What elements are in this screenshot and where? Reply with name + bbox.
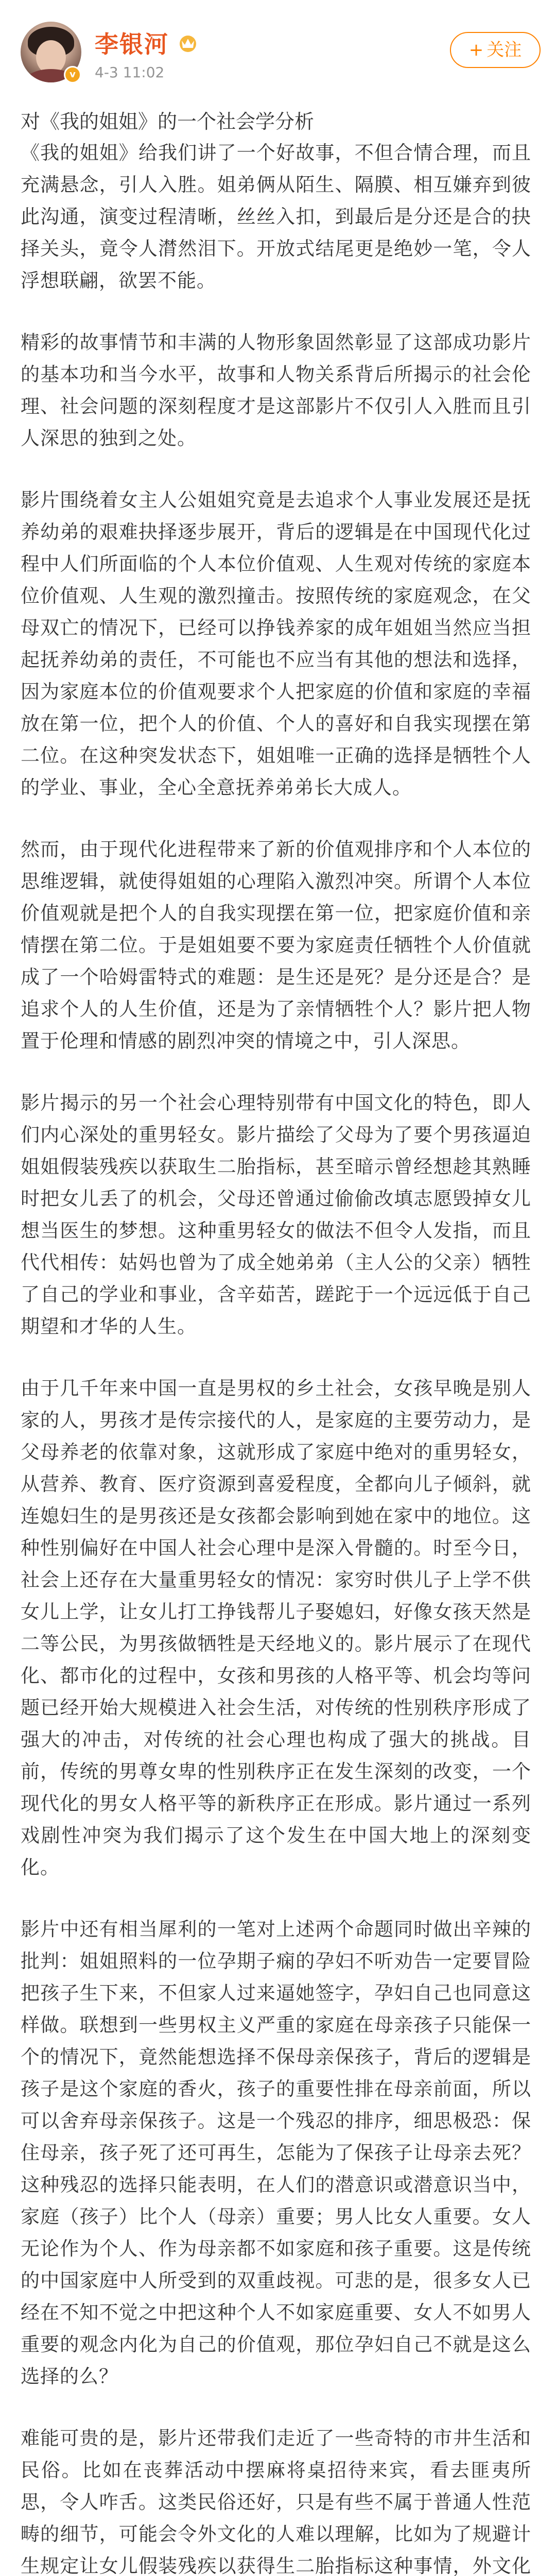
username[interactable]: 李银河 — [95, 30, 169, 58]
vip-crown-icon — [176, 32, 200, 53]
post-paragraph: 影片中还有相当犀利的一笔对上述两个命题同时做出辛辣的批判：姐姐照料的一位孕期子痫的孕妇不听劝告一定要冒险把孩子生下来，不但家人过来逼她签字，孕妇自己也同意这样做。联想到一些男权主义严重的家庭在母亲孩子只能保一个的情况下，竟然能想选择不保母亲保孩子，背后的逻辑是孩子是这个家庭的香火，孩子的重要性排在母亲前面，所以可以舍弃母亲保孩子。这是一个残忍的排序，细思极恐：保住母亲，孩子死了还可再生，怎能为了保孩子让母亲去死？这种残忍的选择只能表明，在人们的潜意识或潜意识当中，家庭（孩子）比个人（母亲）重要；男人比女人重要。女人无论作为个人、作为母亲都不如家庭和孩子重要。这是传统的中国家庭中人所受到的双重歧视。可悲的是，很多女人已经在不知不觉之中把这种个人不如家庭重要、女人不如男人重要的观念内化为自己的价值观，那位孕妇自己不就是这么选择的么？ — [21, 1918, 531, 2387]
post-content — [0, 137, 556, 2576]
post-header — [0, 0, 556, 103]
post-paragraph: 难能可贵的是，影片还带我们走近了一些奇特的市井生活和民俗。比如在丧葬活动中摆麻将桌招待来宾，看去匪夷所思，令人咋舌。这类民俗还好，只是有些不属于普通人性范畴的细节，可能会令外文化的人难以理解，比如为了规避计生规定让女儿假装残疾以获得生二胎指标这种事情，外文化 — [21, 2427, 531, 2576]
post-paragraph: 由于几千年来中国一直是男权的乡土社会，女孩早晚是别人家的人，男孩才是传宗接代的人，是家庭的主要劳动力，是父母养老的依靠对象，这就形成了家庭中绝对的重男轻女，从营养、教育、医疗资源到喜爱程度，全都向儿子倾斜，就连媳妇生的是男孩还是女孩都会影响到她在家中的地位。这种性别偏好在中国人社会心理中是深入骨髓的。时至今日，社会上还存在大量重男轻女的情况：家穷时供儿子上学不供女儿上学，让女儿打工挣钱帮儿子娶媳妇，好像女孩天然是二等公民，为男孩做牺牲是天经地义的。影片展示了在现代化、都市化的过程中，女孩和男孩的人格平等、机会均等问题已经开始大规模进入社会生活，对传统的性别秩序形成了强大的冲击，对传统的社会心理也构成了强大的挑战。目前，传统的男尊女卑的性别秩序正在发生深刻的改变，一个现代化的男女人格平等的新秩序正在形成。影片通过一系列戏剧性冲突为我们揭示了这个发生在中国大地上的深刻变化。 — [21, 1377, 531, 1878]
post-paragraph: 精彩的故事情节和丰满的人物形象固然彰显了这部成功影片的基本功和当今水平，故事和人物关系背后所揭示的社会伦理、社会问题的深刻程度才是这部影片不仅引人入胜而且引人深思的独到之处。 — [21, 331, 531, 449]
post-paragraph: 影片揭示的另一个社会心理特别带有中国文化的特色，即人们内心深处的重男轻女。影片描绘了父母为了要个男孩逼迫姐姐假装残疾以获取生二胎指标，甚至暗示曾经想趁其熟睡时把女儿丢了的机会，父母还曾通过偷偷改填志愿毁掉女儿想当医生的梦想。这种重男轻女的做法不但令人发指，而且代代相传：姑妈也曾为了成全她弟弟（主人公的父亲）牺牲了自己的学业和事业，含辛茹苦，蹉跎于一个远远低于自己期望和才华的人生。 — [21, 1092, 531, 1337]
post-paragraph: 《我的姐姐》给我们讲了一个好故事，不但合情合理，而且充满悬念，引人入胜。姐弟俩从陌生、隔膜、相互嫌弃到彼此沟通，演变过程清晰，丝丝入扣，到最后是分还是合的抉择关头，竟令人潸然泪下。开放式结尾更是绝妙一笔，令人浮想联翩，欲罢不能。 — [21, 142, 531, 292]
post-paragraph: 影片围绕着女主人公姐姐究竟是去追求个人事业发展还是抚养幼弟的艰难抉择逐步展开，背后的逻辑是在中国现代化过程中人们所面临的个人本位价值观、人生观对传统的家庭本位价值观、人生观的激烈撞击。按照传统的家庭观念，在父母双亡的情况下，已经可以挣钱养家的成年姐姐当然应当担起抚养幼弟的责任，不可能也不应当有其他的想法和选择，因为家庭本位的价值观要求个人把家庭的价值和家庭的幸福放在第一位，把个人的价值、个人的喜好和自我实现摆在第二位。在这种突发状态下，姐姐唯一正确的选择是牺牲个人的学业、事业，全心全意抚养弟弟长大成人。 — [21, 489, 531, 799]
user-line — [95, 26, 200, 60]
plus-icon: + — [468, 40, 484, 60]
follow-label: 关注 — [486, 40, 522, 60]
verified-badge-icon: v — [64, 66, 81, 83]
post-meta — [95, 64, 172, 81]
post-time: 4-3 11:02 — [95, 64, 165, 81]
post-paragraph: 然而，由于现代化进程带来了新的价值观排序和个人本位的思维逻辑，就使得姐姐的心理陷入激烈冲突。所谓个人本位价值观就是把个人的自我实现摆在第一位，把家庭价值和亲情摆在第二位。于是姐姐要不要为家庭责任牺牲个人价值就成了一个哈姆雷特式的难题：是生还是死？是分还是合？是追求个人的人生价值，还是为了亲情牺牲个人？影片把人物置于伦理和情感的剧烈冲突的情境之中，引人深思。 — [21, 838, 531, 1052]
follow-button[interactable] — [450, 32, 541, 68]
post-title: 对《我的姐姐》的一个社会学分析 — [21, 110, 315, 133]
